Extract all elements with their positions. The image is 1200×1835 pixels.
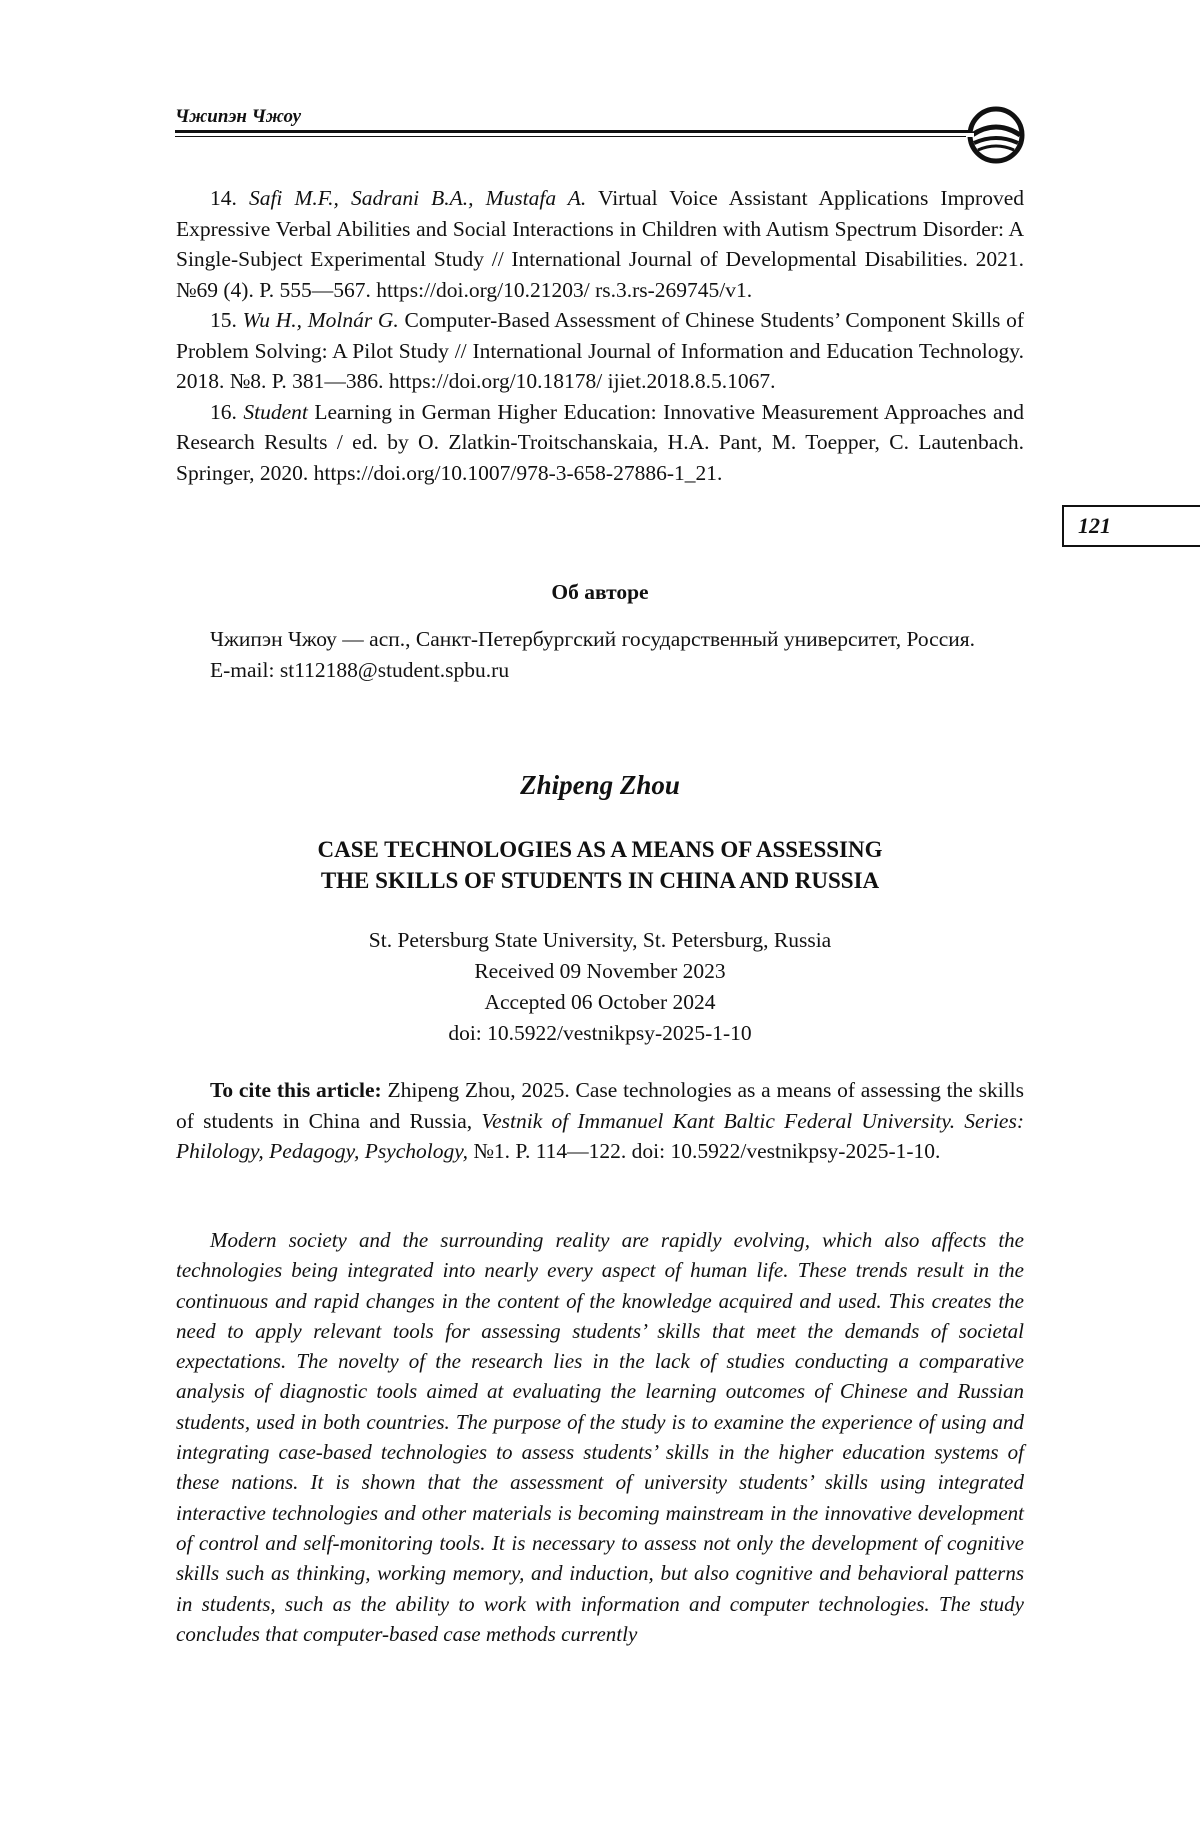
abstract-paragraph: Modern society and the surrounding reality are rapidly evolving, which also affects the technologies being integrated into nearly every aspect of human life. These trends result in the continuous and rapid changes in the content of the knowledge acquired and used. This creates the need to apply relevant tools for assessing students’ skills that meet the demands of societal expectations. The novelty of the research lies in the lack of studies conducting a comparative analysis of diagnostic tools aimed at evaluating the learning outcomes of Chinese and Russian students, used in both countries. The purpose of the study is to examine the experience of using and integrating case-based technologies to assess students’ skills in the higher education systems of these nations. It is shown that the assessment of university students’ skills using integrated interactive technologies and other materials is becoming mainstream in the innovative development of control and self-monitoring tools. It is necessary to assess not only the development of cognitive skills such as thinking, working memory, and induction, but also cognitive and behavioral patterns in students, such as the ability to work with information and computer technologies. The study concludes that computer-based case methods currently [176,1228,1024,1646]
received-date: Received 09 November 2023 [474,959,726,983]
reference-authors: Student [243,399,308,424]
article-doi: doi: 10.5922/vestnikpsy-2025-1-10 [448,1021,752,1045]
reference-item [176,397,1024,489]
reference-text: Virtual Voice Assistant Applications Improved Expressive Verbal Abilities and Social Interactions in Children with Autism Spectrum Disorder: A Single-Subject Experimental Study // International Journal of Developmental Disabilities. 2021. №69 (4). P. 555—567. https://doi.org/10.21203/ rs.3.rs-269745/v1. [176,186,1024,302]
references-list [176,183,1024,488]
author-email: E-mail: st112188@student.spbu.ru [210,657,510,682]
citation-text: Zhipeng Zhou, 2025. Case technologies as a means of assessing the skills of students in China and Russia, [176,1078,1025,1133]
affiliation: St. Petersburg State University, St. Petersburg, Russia [368,928,832,952]
reference-text: Learning in German Higher Education: Innovative Measurement Approaches and Research Results / ed. by O. Zlatkin-Troitschanskaia, H.A. Pant, M. Toepper, C. Lautenbach. Springer, 2020. https://doi.org/10.1007/978-3-658-27886-1_21. [176,399,1025,485]
citation-paragraph [176,1075,1024,1167]
author-bio: Чжипэн Чжоу — асп., Санкт-Петербургский государственный университет, Россия. [210,627,976,651]
header-rule-thin [175,136,972,137]
reference-number: 16. [210,399,237,424]
reference-authors: Safi M.F., Sadrani B.A., Mustafa A. [248,186,587,210]
page-number: 121 [1062,505,1200,547]
reference-text: Computer-Based Assessment of Chinese Students’ Component Skills of Problem Solving: A Pilot Study // International Journal of Information and Education Technology. 2018. №8. P. 381—386. https://doi.org/10.18178/ ijiet.2018.8.5.1067. [176,308,1025,393]
journal-logo-icon [966,105,1026,165]
citation-label: To cite this article: [210,1078,382,1102]
article-info [0,925,1200,1049]
reference-number: 14. [210,186,237,210]
reference-authors: Wu H., Molnár G. [242,308,399,332]
accepted-date: Accepted 06 October 2024 [484,990,716,1014]
about-author-section [176,624,1024,685]
reference-item [176,183,1024,305]
citation-pages: №1. P. 114—122. doi: 10.5922/vestnikpsy-2025-1-10. [473,1139,941,1163]
running-header-author: Чжипэн Чжоу [175,106,302,127]
header-rule [175,130,972,133]
reference-number: 15. [210,308,237,332]
article-title [0,834,1200,896]
article-author: Zhipeng Zhou [520,770,680,800]
citation-journal: Vestnik of Immanuel Kant Baltic Federal University. Series: Philology, Pedagogy, Psychology, [176,1108,1024,1163]
about-author-heading: Об авторе [551,580,649,604]
article-title-line: THE SKILLS OF STUDENTS IN CHINA AND RUSSIA [320,868,880,893]
reference-item [176,305,1024,397]
article-title-line: CASE TECHNOLOGIES AS A MEANS OF ASSESSING [317,837,883,862]
